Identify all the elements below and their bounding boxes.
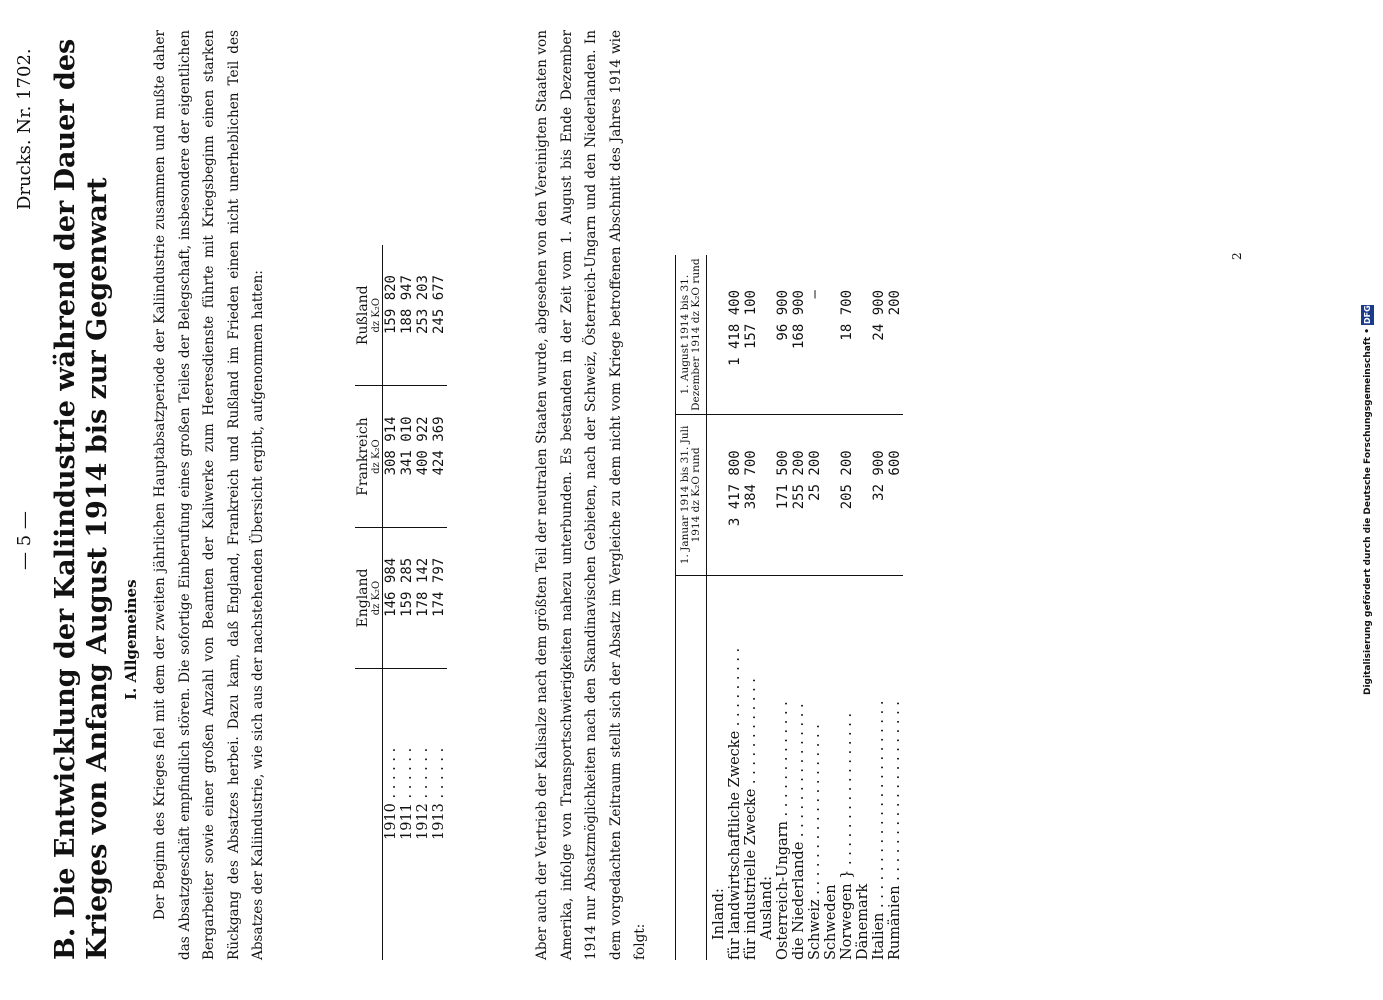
cell: — (807, 255, 823, 415)
cell: 159 285 (399, 527, 415, 668)
cell: 3 417 800 (727, 415, 743, 575)
col-frankreich: Frankreich (355, 386, 371, 527)
sales-comparison-table (675, 255, 903, 960)
dfg-logo: DFG (1363, 305, 1372, 325)
cell: 341 010 (399, 386, 415, 527)
table-row: die Niederlande . . . . . . . . . . . . . . . 255 200 168 900 (791, 255, 807, 960)
col-aug-dec-1914: 1. August 1914 bis 31. Dezember 1914 dz K₂O rund (676, 255, 707, 415)
page-number: — 5 — (14, 511, 35, 570)
table-row: Schweiz . . . . . . . . . . . . . . . . . . . 25 200 — (807, 255, 823, 960)
cell: 1 418 400 (727, 255, 743, 415)
cell: 157 100 (743, 255, 759, 415)
inland-label: Inland: (711, 888, 727, 940)
table-row: für landwirtschaftliche Zwecke . . . . . . . . . 3 417 800 1 418 400 (727, 255, 743, 960)
table-row: Norwegen } . . . . . . . . . . . . . . . . . 205 200 18 700 (839, 255, 855, 960)
cell: 400 922 (415, 386, 431, 527)
cell: 32 900 (871, 415, 887, 575)
cell (823, 255, 839, 415)
cell: 174 797 (431, 527, 447, 668)
cell: 245 677 (431, 245, 447, 386)
cell: 18 700 (839, 255, 855, 415)
table-row: 1912 . . . . . . 178 142 400 922 253 203 (415, 245, 431, 960)
table-row: Rumänien . . . . . . . . . . . . . . . . . . . . 600 200 (887, 255, 903, 960)
cell (855, 415, 871, 575)
table-row: Italien . . . . . . . . . . . . . . . . . . . . . . . 32 900 24 900 (871, 255, 887, 960)
table-row: 1913 . . . . . . 174 797 424 369 245 677 (431, 245, 447, 960)
paragraph-intro: Der Beginn des Krieges fiel mit dem der zweiten jährlichen Hauptabsatzperiode der Kaliindustrie zusammen und mußte daher das Absatzgeschäft empfindlich stören. Die sofortige Einberufung eines großen Teiles der Belegschaft, insbesondere der eigentlichen Bergarbeiter sowie einer großen Anzahl von Beamten der Kaliwerke zum Heeresdienste führte mit Kriegsbeginn einen starken Rückgang des Absatzes herbei. Dazu kam, daß England, Frankreich und Rußland im Frieden einen nicht unerheblichen Teil des Absatzes der Kaliindustrie, wie sich aus der nachstehenden Übersicht ergibt, aufgenommen hatten: (152, 30, 267, 960)
cell: 188 947 (399, 245, 415, 386)
cell: 171 500 (775, 415, 791, 575)
cell: 424 369 (431, 386, 447, 527)
drucksache-number: Drucks. Nr. 1702. (14, 48, 35, 210)
dfg-attribution (1361, 10, 1379, 990)
row-label: Österreich-Ungarn (775, 821, 791, 960)
row-label: Norwegen (839, 883, 855, 960)
row-year: 1913 (431, 803, 447, 840)
row-year: 1912 (415, 803, 431, 840)
unit-russland: dz K₂O (371, 245, 383, 386)
row-label: für landwirtschaftliche Zwecke (727, 730, 743, 960)
row-label: Dänemark (855, 883, 871, 960)
row-label: die Niederlande (791, 841, 807, 960)
col-england: England (355, 527, 371, 668)
document-title: B. Die Entwicklung der Kaliindustrie während der Dauer des Krieges von Anfang August 1914 bis zur Gegenwart (50, 38, 113, 960)
cell: 146 984 (383, 527, 400, 668)
cell (855, 255, 871, 415)
row-year: 1910 (383, 803, 399, 840)
row-label: für industrielle Zwecke (743, 788, 759, 960)
col-russland: Rußland (355, 245, 371, 386)
table-row (855, 255, 871, 960)
table-row: Österreich-Ungarn . . . . . . . . . . . . . 171 500 96 900 (775, 255, 791, 960)
export-table (355, 245, 447, 960)
unit-england: dz K₂O (371, 527, 383, 668)
row-year: 1911 (399, 803, 415, 840)
table-row: 1911 . . . . . . 159 285 341 010 188 947 (399, 245, 415, 960)
row-label: Rumänien (887, 885, 903, 960)
cell: 308 914 (383, 386, 400, 527)
cell: 253 203 (415, 245, 431, 386)
cell: 384 700 (743, 415, 759, 575)
col-jan-jul-1914: 1. Januar 1914 bis 31. Juli 1914 dz K₂O rund (676, 415, 707, 575)
row-label: Schweden (823, 884, 839, 960)
cell (823, 415, 839, 575)
table-row (823, 255, 839, 960)
cell: 168 900 (791, 255, 807, 415)
section-heading: I. Allgemeines (122, 579, 140, 700)
signature-mark: 2 (1230, 252, 1244, 260)
cell: 600 (887, 415, 903, 575)
cell: 24 900 (871, 255, 887, 415)
cell: 178 142 (415, 527, 431, 668)
table-row: für industrielle Zwecke . . . . . . . . . . . . 384 700 157 100 (743, 255, 759, 960)
year-header (355, 669, 371, 960)
attribution-text: Digitalisierung gefördert durch die Deutsche Forschungsgemeinschaft • (1363, 328, 1373, 696)
table-row: 1910 . . . . . . 146 984 308 914 159 820 (383, 245, 400, 960)
ausland-label: Ausland: (759, 875, 775, 940)
row-label: Italien (871, 912, 887, 960)
cell: 255 200 (791, 415, 807, 575)
cell: 159 820 (383, 245, 400, 386)
row-label: Schweiz (807, 899, 823, 960)
cell: 200 (887, 255, 903, 415)
unit-frankreich: dz K₂O (371, 386, 383, 527)
paragraph-neutral-states: Aber auch der Vertrieb der Kalisalze nach dem größten Teil der neutralen Staaten wurde, abgesehen von den Vereinigten Staaten von Amerika, infolge von Transportschwierigkeiten nahezu unterbunden. Es bestanden in der Zeit vom 1. August bis Ende Dezember 1914 nur Absatzmöglichkeiten nach den Skandinavischen Gebieten, nach der Schweiz, Österreich-Ungarn und den Niederlanden. In dem vorgedachten Zeitraum stellt sich der Absatz im Vergleiche zu dem nicht vom Kriege betroffenen Abschnitt des Jahres 1914 wie folgt: (534, 30, 649, 960)
cell: 25 200 (807, 415, 823, 575)
cell: 205 200 (839, 415, 855, 575)
cell: 96 900 (775, 255, 791, 415)
